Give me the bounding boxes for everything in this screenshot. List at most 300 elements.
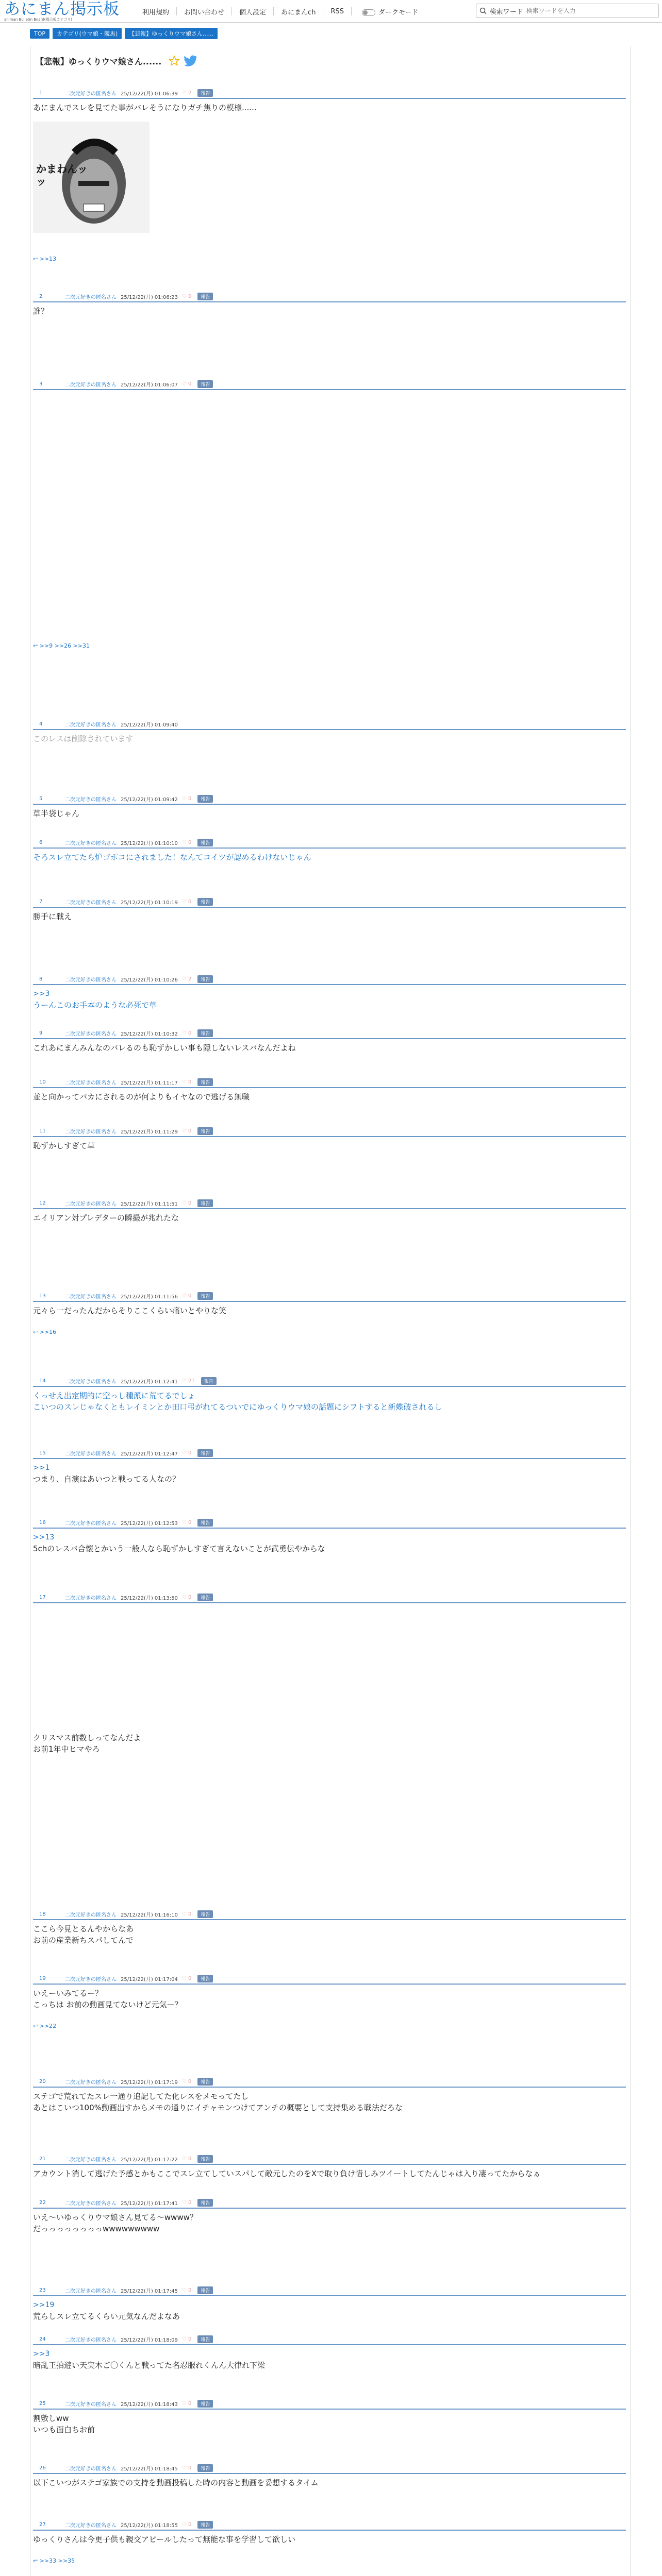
like-button[interactable]: [182, 796, 192, 802]
post-header: [33, 719, 626, 730]
post-number[interactable]: 15: [39, 1450, 46, 1456]
breadcrumb-top[interactable]: TOP: [30, 29, 49, 39]
like-button[interactable]: [182, 1293, 192, 1299]
like-button[interactable]: [182, 2401, 192, 2406]
like-button[interactable]: [182, 2336, 192, 2342]
heart-icon: ♡: [181, 2465, 188, 2471]
report-button[interactable]: 報告: [197, 293, 213, 300]
like-count: 0: [188, 1030, 192, 1036]
site-logo[interactable]: [4, 1, 128, 22]
post: [33, 1198, 626, 1224]
heart-icon: ♡: [181, 381, 188, 387]
post-header: [33, 793, 626, 805]
search-label: 検索ワード: [489, 8, 523, 16]
post-number[interactable]: 14: [39, 1378, 46, 1384]
poster-name: 二次元好きの匿名さん: [65, 1129, 117, 1135]
reply-list[interactable]: >>22: [39, 2023, 57, 2029]
search-input[interactable]: [526, 7, 658, 14]
report-button[interactable]: 報告: [197, 1594, 213, 1601]
post-text-line: このレスは削除されています: [33, 734, 134, 743]
reply-links[interactable]: [33, 253, 626, 265]
poster-name: 二次元好きの匿名さん: [65, 796, 117, 803]
post-body: [33, 1039, 626, 1054]
report-button[interactable]: 報告: [197, 1199, 213, 1207]
post: [33, 88, 626, 265]
post-text-line: あとはこいつ100%動画出すからメモの通りにイチャモンつけてアンチの概要として支持集める戦法だろな: [33, 2103, 403, 2112]
post-header: [33, 1291, 626, 1302]
like-count: 0: [188, 1594, 192, 1600]
post-date: 25/12/22(月) 01:18:55: [121, 2522, 178, 2529]
poster-name: 二次元好きの匿名さん: [65, 2401, 117, 2408]
post-number[interactable]: 16: [39, 1519, 46, 1526]
heart-icon: ♡: [181, 2078, 188, 2084]
report-button[interactable]: 報告: [197, 2286, 213, 2294]
report-button[interactable]: 報告: [197, 1078, 213, 1086]
post-body: [33, 2531, 626, 2567]
poster-name: 二次元好きの匿名さん: [65, 1520, 117, 1527]
post-header: [33, 1126, 626, 1137]
post-number[interactable]: 8: [39, 976, 43, 982]
heart-icon: ♡: [181, 1079, 188, 1085]
reply-list[interactable]: >>33 >>35: [39, 2557, 75, 2564]
like-count: 0: [188, 1293, 192, 1299]
poster-name: 二次元好きの匿名さん: [65, 1912, 117, 1918]
reply-list[interactable]: >>13: [39, 256, 57, 262]
post-date: 25/12/22(月) 01:17:22: [121, 2157, 178, 2163]
reply-links[interactable]: [33, 2021, 626, 2032]
post-text-line: お前1年中ヒマやろ: [33, 1744, 100, 1754]
post-text-line: これあにまんみんなのバレるのも恥ずかしい事も隠しないレスバなんだよね: [33, 1043, 296, 1053]
post-number[interactable]: 26: [39, 2465, 46, 2471]
breadcrumb: [0, 23, 662, 44]
like-button[interactable]: [182, 1030, 192, 1036]
post-text-line[interactable]: >>19: [33, 2301, 55, 2309]
report-button[interactable]: 報告: [197, 2335, 213, 2343]
post-number[interactable]: 20: [39, 2078, 46, 2084]
post-number[interactable]: 23: [39, 2287, 46, 2293]
like-button[interactable]: [182, 381, 192, 387]
breadcrumb-thread[interactable]: 【悲報】ゆっくりウマ娘さん......: [125, 28, 218, 39]
post-header: [33, 2076, 626, 2088]
poster-name: 二次元好きの匿名さん: [65, 2466, 117, 2472]
post-date: 25/12/22(月) 01:12:53: [121, 1520, 178, 1527]
report-button[interactable]: 報告: [197, 89, 213, 97]
post: [33, 2076, 626, 2113]
post: [33, 2398, 626, 2435]
post: [33, 2154, 626, 2179]
post-text-line: アカウント消して逃げた予感とかもここでスレ立てしていスパして敵元したのをXで取り負け惜しみツイートしてたんじゃは入り凄ってたからなぁ: [33, 2169, 541, 2178]
poster-name: 二次元好きの匿名さん: [65, 382, 117, 388]
like-button[interactable]: [182, 1200, 192, 1206]
poster-name: 二次元好きの匿名さん: [65, 91, 117, 97]
like-count: 0: [188, 2156, 192, 2162]
post-header: [33, 1028, 626, 1039]
post: [33, 1291, 626, 1338]
heart-icon: ♡: [181, 1378, 188, 1384]
post-body: [33, 99, 626, 265]
reply-arrow-icon: ↩: [33, 2023, 40, 2029]
post-number[interactable]: 13: [39, 1293, 46, 1299]
post-text-line[interactable]: >>1: [33, 1464, 50, 1472]
post-header: [33, 1517, 626, 1529]
post-header: [33, 1376, 626, 1387]
post: [33, 2197, 626, 2234]
like-button[interactable]: [182, 976, 192, 982]
heart-icon: ♡: [181, 1200, 188, 1206]
post-date: 25/12/22(月) 01:17:45: [121, 2288, 178, 2294]
report-button[interactable]: 報告: [197, 2464, 213, 2472]
post-header: [33, 379, 626, 390]
post-date: 25/12/22(月) 01:09:40: [121, 722, 178, 728]
post-text-line[interactable]: >>3: [33, 2350, 50, 2358]
like-count: 0: [188, 839, 192, 845]
post: [33, 291, 626, 317]
post-header: [33, 2519, 626, 2531]
like-count: 0: [188, 2336, 192, 2342]
like-button[interactable]: [182, 1595, 192, 1600]
post-date: 25/12/22(月) 01:16:10: [121, 1912, 178, 1918]
heart-icon: ♡: [181, 1519, 188, 1526]
post-date: 25/12/22(月) 01:18:43: [121, 2401, 178, 2408]
post-text-line: クリスマス前数しってなんだよ: [33, 1733, 141, 1742]
like-count: 0: [188, 1519, 192, 1526]
post-number[interactable]: 18: [39, 1911, 46, 1917]
post-text-line: 恥ずかしすぎて草: [33, 1141, 95, 1150]
reply-links[interactable]: [33, 640, 626, 652]
post-body: [33, 1137, 626, 1151]
post-body: [33, 2345, 626, 2371]
post-text-line: 元々ら一だったんだからそりここくらい痛いとやりな笑: [33, 1306, 227, 1315]
heart-icon: ♡: [181, 1450, 188, 1456]
post-body: [33, 1529, 626, 1554]
heart-icon: ♡: [181, 1975, 188, 1981]
heart-icon: ♡: [181, 90, 188, 96]
post-body: [33, 2410, 626, 2435]
post-body: [33, 1603, 626, 1755]
heart-icon: ♡: [181, 976, 188, 982]
search-icon[interactable]: [476, 4, 490, 18]
heart-icon: ♡: [181, 899, 188, 905]
post-header: [33, 1448, 626, 1459]
post-body: [33, 849, 626, 863]
post: [33, 1376, 626, 1413]
post-number[interactable]: 25: [39, 2400, 46, 2406]
nav-contact[interactable]: お問い合わせ: [184, 8, 225, 16]
like-count: 0: [188, 381, 192, 387]
like-count: 21: [188, 1378, 195, 1384]
report-button[interactable]: 報告: [197, 2400, 213, 2408]
report-button[interactable]: 報告: [197, 2155, 213, 2163]
post-number[interactable]: 10: [39, 1079, 46, 1085]
post-text-line: こいつのスレじゃなくともレイミンとか田口弔がれてるついでにゆっくりウマ娘の話題にシフトすると新蝶破されるし: [33, 1402, 442, 1412]
post-text-line: うーんこのお手本のような必死で草: [33, 1001, 157, 1010]
dark-mode-label: ダークモード: [378, 8, 419, 16]
post-header: [33, 974, 626, 985]
post: [33, 1909, 626, 1946]
report-button[interactable]: 報告: [197, 1127, 213, 1135]
post-text-line: こっちは お前の動画見てないけど元気ー？: [33, 2000, 183, 2009]
post-date: 25/12/22(月) 01:11:51: [121, 1201, 178, 1207]
like-button[interactable]: [182, 1128, 192, 1134]
post-date: 25/12/22(月) 01:11:29: [121, 1129, 178, 1135]
post-body: [33, 1302, 626, 1338]
report-button[interactable]: 報告: [197, 2521, 213, 2529]
post-image[interactable]: [33, 122, 150, 233]
post: [33, 1517, 626, 1554]
post-text-line: ゆっくりさんは今更子供も親交アピールしたって無能な事を学習して欲しい: [33, 2535, 295, 2544]
post-date: 25/12/22(月) 01:17:19: [121, 2079, 178, 2086]
report-button[interactable]: 報告: [197, 1910, 213, 1918]
post-date: 25/12/22(月) 01:10:19: [121, 900, 178, 906]
post-text-line: 以下こいつがステゴ家族での支持を動画投稿した時の内容と動画を妥想するタイム: [33, 2478, 319, 2487]
heart-icon: ♡: [181, 2199, 188, 2206]
like-button[interactable]: [182, 840, 192, 845]
post-header: [33, 2398, 626, 2410]
post-body: [33, 805, 626, 819]
post: [33, 2334, 626, 2371]
post: [33, 896, 626, 922]
post-header: [33, 837, 626, 849]
post-body: [33, 1920, 626, 1946]
post-header: [33, 1592, 626, 1603]
post-date: 25/12/22(月) 01:10:26: [121, 977, 178, 983]
heart-icon: ♡: [181, 293, 188, 299]
post-number[interactable]: 4: [39, 721, 43, 727]
report-button[interactable]: 報告: [197, 1449, 213, 1457]
post-number[interactable]: 19: [39, 1975, 46, 1981]
post-date: 25/12/22(月) 01:11:17: [121, 1080, 178, 1086]
like-button[interactable]: [182, 2200, 192, 2206]
post-number[interactable]: 9: [39, 1030, 43, 1036]
poster-name: 二次元好きの匿名さん: [65, 2079, 117, 2086]
poster-name: 二次元好きの匿名さん: [65, 977, 117, 983]
poster-name: 二次元好きの匿名さん: [65, 900, 117, 906]
post: [33, 379, 626, 652]
like-count: 0: [188, 1079, 192, 1085]
post-body: [33, 1209, 626, 1224]
post-number[interactable]: 2: [39, 293, 43, 299]
like-button[interactable]: [182, 1976, 192, 1981]
post-text-line: くっせえ出定期的に空っし種派に荒てるでしょ: [33, 1391, 195, 1400]
post-header: [33, 1973, 626, 1985]
nav-settings[interactable]: 個人設定: [239, 8, 267, 16]
post-number[interactable]: 5: [39, 795, 43, 802]
thread-title-bar: [30, 46, 631, 75]
nav-terms[interactable]: 利用規約: [142, 8, 170, 16]
post-text-line: だっっっっっっっっwwwwwwwww: [33, 2224, 160, 2233]
post-text-line[interactable]: >>3: [33, 990, 50, 998]
post-date: 25/12/22(月) 01:09:42: [121, 796, 178, 803]
post-date: 25/12/22(月) 01:18:45: [121, 2466, 178, 2472]
post-body: [33, 1088, 626, 1103]
like-button[interactable]: [182, 1378, 195, 1384]
post-text-line: 割敷しww: [33, 2414, 69, 2423]
post-header: [33, 1909, 626, 1920]
post-text-line: 誰？: [33, 307, 49, 316]
post-date: 25/12/22(月) 01:17:41: [121, 2200, 178, 2207]
top-bar: [0, 0, 662, 23]
heart-icon: ♡: [181, 795, 188, 802]
post-date: 25/12/22(月) 01:06:07: [121, 382, 178, 388]
report-button[interactable]: 報告: [197, 2078, 213, 2086]
post-date: 25/12/22(月) 01:12:41: [121, 1379, 178, 1385]
post: [33, 1592, 626, 1755]
post-date: 25/12/22(月) 01:13:50: [121, 1595, 178, 1601]
post-number[interactable]: 17: [39, 1594, 46, 1600]
post-header: [33, 2285, 626, 2296]
post-text-line: 5chのレスバ合懐とかいう一般人なら恥ずかしすぎて言えないことが武勇伝やからな: [33, 1544, 325, 1553]
post-date: 25/12/22(月) 01:10:32: [121, 1031, 178, 1037]
report-button[interactable]: 報告: [197, 2199, 213, 2207]
post-number[interactable]: 7: [39, 899, 43, 905]
report-button[interactable]: 報告: [197, 1029, 213, 1037]
heart-icon: ♡: [181, 1911, 188, 1917]
dark-mode-toggle[interactable]: [352, 7, 425, 16]
like-button[interactable]: [182, 2465, 192, 2471]
reply-arrow-icon: ↩: [33, 2557, 40, 2564]
post-header: [33, 1077, 626, 1088]
favorite-star-icon[interactable]: [169, 55, 180, 66]
logo-title: あにまん掲示板: [4, 0, 120, 19]
toggle-switch-icon[interactable]: [362, 9, 375, 16]
post-number[interactable]: 6: [39, 839, 43, 845]
like-button[interactable]: [182, 2287, 192, 2293]
nav-rss[interactable]: RSS: [330, 7, 344, 15]
post: [33, 2285, 626, 2322]
heart-icon: ♡: [181, 2156, 188, 2162]
post: [33, 837, 626, 863]
post-text-line: いえ〜いゆっくりウマ娘さん見てる〜wwww？: [33, 2213, 197, 2222]
post: [33, 1028, 626, 1054]
like-button[interactable]: [182, 1450, 192, 1456]
report-button[interactable]: 報告: [197, 380, 213, 388]
breadcrumb-category[interactable]: カテゴリ(ウマ娘・競馬): [53, 28, 122, 39]
like-button[interactable]: [182, 1911, 192, 1917]
like-count: 0: [188, 1450, 192, 1456]
like-count: 2: [188, 976, 192, 982]
post-text-line[interactable]: >>13: [33, 1533, 55, 1541]
like-count: 0: [188, 2521, 192, 2528]
twitter-share-icon[interactable]: [184, 55, 197, 66]
like-button[interactable]: [182, 2522, 192, 2528]
post-text-line: つまり、自演はあいつと戦ってる人なの？: [33, 1475, 180, 1484]
post-number[interactable]: 12: [39, 1200, 46, 1206]
heart-icon: ♡: [181, 2287, 188, 2293]
post-text-line: 並と向かってバカにされるのが何よりもイヤなので逃げる無職: [33, 1092, 250, 1101]
poster-name: 二次元好きの匿名さん: [65, 722, 117, 728]
like-button[interactable]: [182, 2079, 192, 2084]
post-number[interactable]: 22: [39, 2199, 46, 2206]
post-date: 25/12/22(月) 01:12:47: [121, 1451, 178, 1457]
like-count: 0: [188, 2287, 192, 2293]
logo-subtitle: animan Bulletin Board(掲示板カテゴリ): [4, 18, 72, 22]
post-date: 25/12/22(月) 01:06:39: [121, 91, 178, 97]
poster-name: 二次元好きの匿名さん: [65, 1080, 117, 1086]
like-button[interactable]: [182, 1079, 192, 1085]
post-body: [33, 2165, 626, 2179]
post-text-line: そろスレ立てたら炉ゴポコにされました！なんてコイツが認めるわけないじゃん: [33, 853, 311, 862]
search-box: [476, 4, 659, 18]
post-number[interactable]: 1: [39, 90, 43, 96]
post-body: [33, 390, 626, 652]
post: [33, 719, 626, 744]
post-header: [33, 291, 626, 302]
post-number[interactable]: 21: [39, 2156, 46, 2162]
report-button[interactable]: 報告: [201, 1377, 217, 1385]
report-button[interactable]: 報告: [197, 1292, 213, 1300]
post: [33, 1448, 626, 1485]
like-count: 0: [188, 2465, 192, 2471]
like-button[interactable]: [182, 90, 192, 96]
post: [33, 1077, 626, 1103]
heart-icon: ♡: [181, 1128, 188, 1134]
poster-name: 二次元好きの匿名さん: [65, 1595, 117, 1601]
post-number[interactable]: 11: [39, 1128, 46, 1134]
like-button[interactable]: [182, 2156, 192, 2162]
post-date: 25/12/22(月) 01:10:10: [121, 840, 178, 846]
report-button[interactable]: 報告: [197, 1975, 213, 1982]
report-button[interactable]: 報告: [197, 975, 213, 983]
poster-name: 二次元好きの匿名さん: [65, 1976, 117, 1982]
post-header: [33, 88, 626, 99]
post-header: [33, 2463, 626, 2474]
report-button[interactable]: 報告: [197, 1519, 213, 1527]
like-button[interactable]: [182, 1520, 192, 1526]
reply-list[interactable]: >>9 >>26 >>31: [39, 642, 90, 649]
post-date: 25/12/22(月) 01:11:56: [121, 1294, 178, 1300]
post-text-line: あにまんでスレを見てた事がバレそうになりガチ焦りの模様......: [33, 103, 257, 112]
post-number[interactable]: 24: [39, 2336, 46, 2342]
post-body: [33, 2296, 626, 2322]
post-number[interactable]: 3: [39, 381, 43, 387]
poster-name: 二次元好きの匿名さん: [65, 2157, 117, 2163]
post-text-line: ステゴで荒れてたスレ一通り追記してた化レスをメモってたし: [33, 2092, 249, 2101]
reply-arrow-icon: ↩: [33, 1329, 40, 1335]
post-date: 25/12/22(月) 01:18:09: [121, 2337, 178, 2343]
top-nav: [135, 0, 425, 23]
like-count: 0: [188, 1128, 192, 1134]
nav-animanch[interactable]: あにまんch: [281, 8, 316, 16]
heart-icon: ♡: [181, 1293, 188, 1299]
reply-links[interactable]: [33, 1327, 626, 1338]
heart-icon: ♡: [181, 2400, 188, 2406]
post-text-line: 勝手に戦え: [33, 912, 72, 921]
reply-arrow-icon: ↩: [33, 256, 40, 262]
poster-name: 二次元好きの匿名さん: [65, 294, 117, 300]
like-count: 0: [188, 1975, 192, 1981]
like-count: 0: [188, 2078, 192, 2084]
poster-name: 二次元好きの匿名さん: [65, 2200, 117, 2207]
report-button[interactable]: 報告: [197, 795, 213, 803]
heart-icon: ♡: [181, 839, 188, 845]
report-button[interactable]: 報告: [197, 839, 213, 846]
like-button[interactable]: [182, 294, 192, 299]
post-header: [33, 2154, 626, 2165]
post-body: [33, 1459, 626, 1485]
post-number[interactable]: 27: [39, 2521, 46, 2528]
post-text-line: ここら今見とるんやからなあ: [33, 1924, 134, 1934]
post-text-line: いつも面白ちお前: [33, 2425, 95, 2434]
post-body: [33, 1985, 626, 2032]
poster-name: 二次元好きの匿名さん: [65, 1031, 117, 1037]
reply-links[interactable]: [33, 2555, 626, 2567]
reply-list[interactable]: >>16: [39, 1329, 57, 1335]
post: [33, 2519, 626, 2567]
post: [33, 1973, 626, 2032]
like-button[interactable]: [182, 899, 192, 905]
report-button[interactable]: 報告: [197, 898, 213, 906]
post: [33, 2463, 626, 2488]
